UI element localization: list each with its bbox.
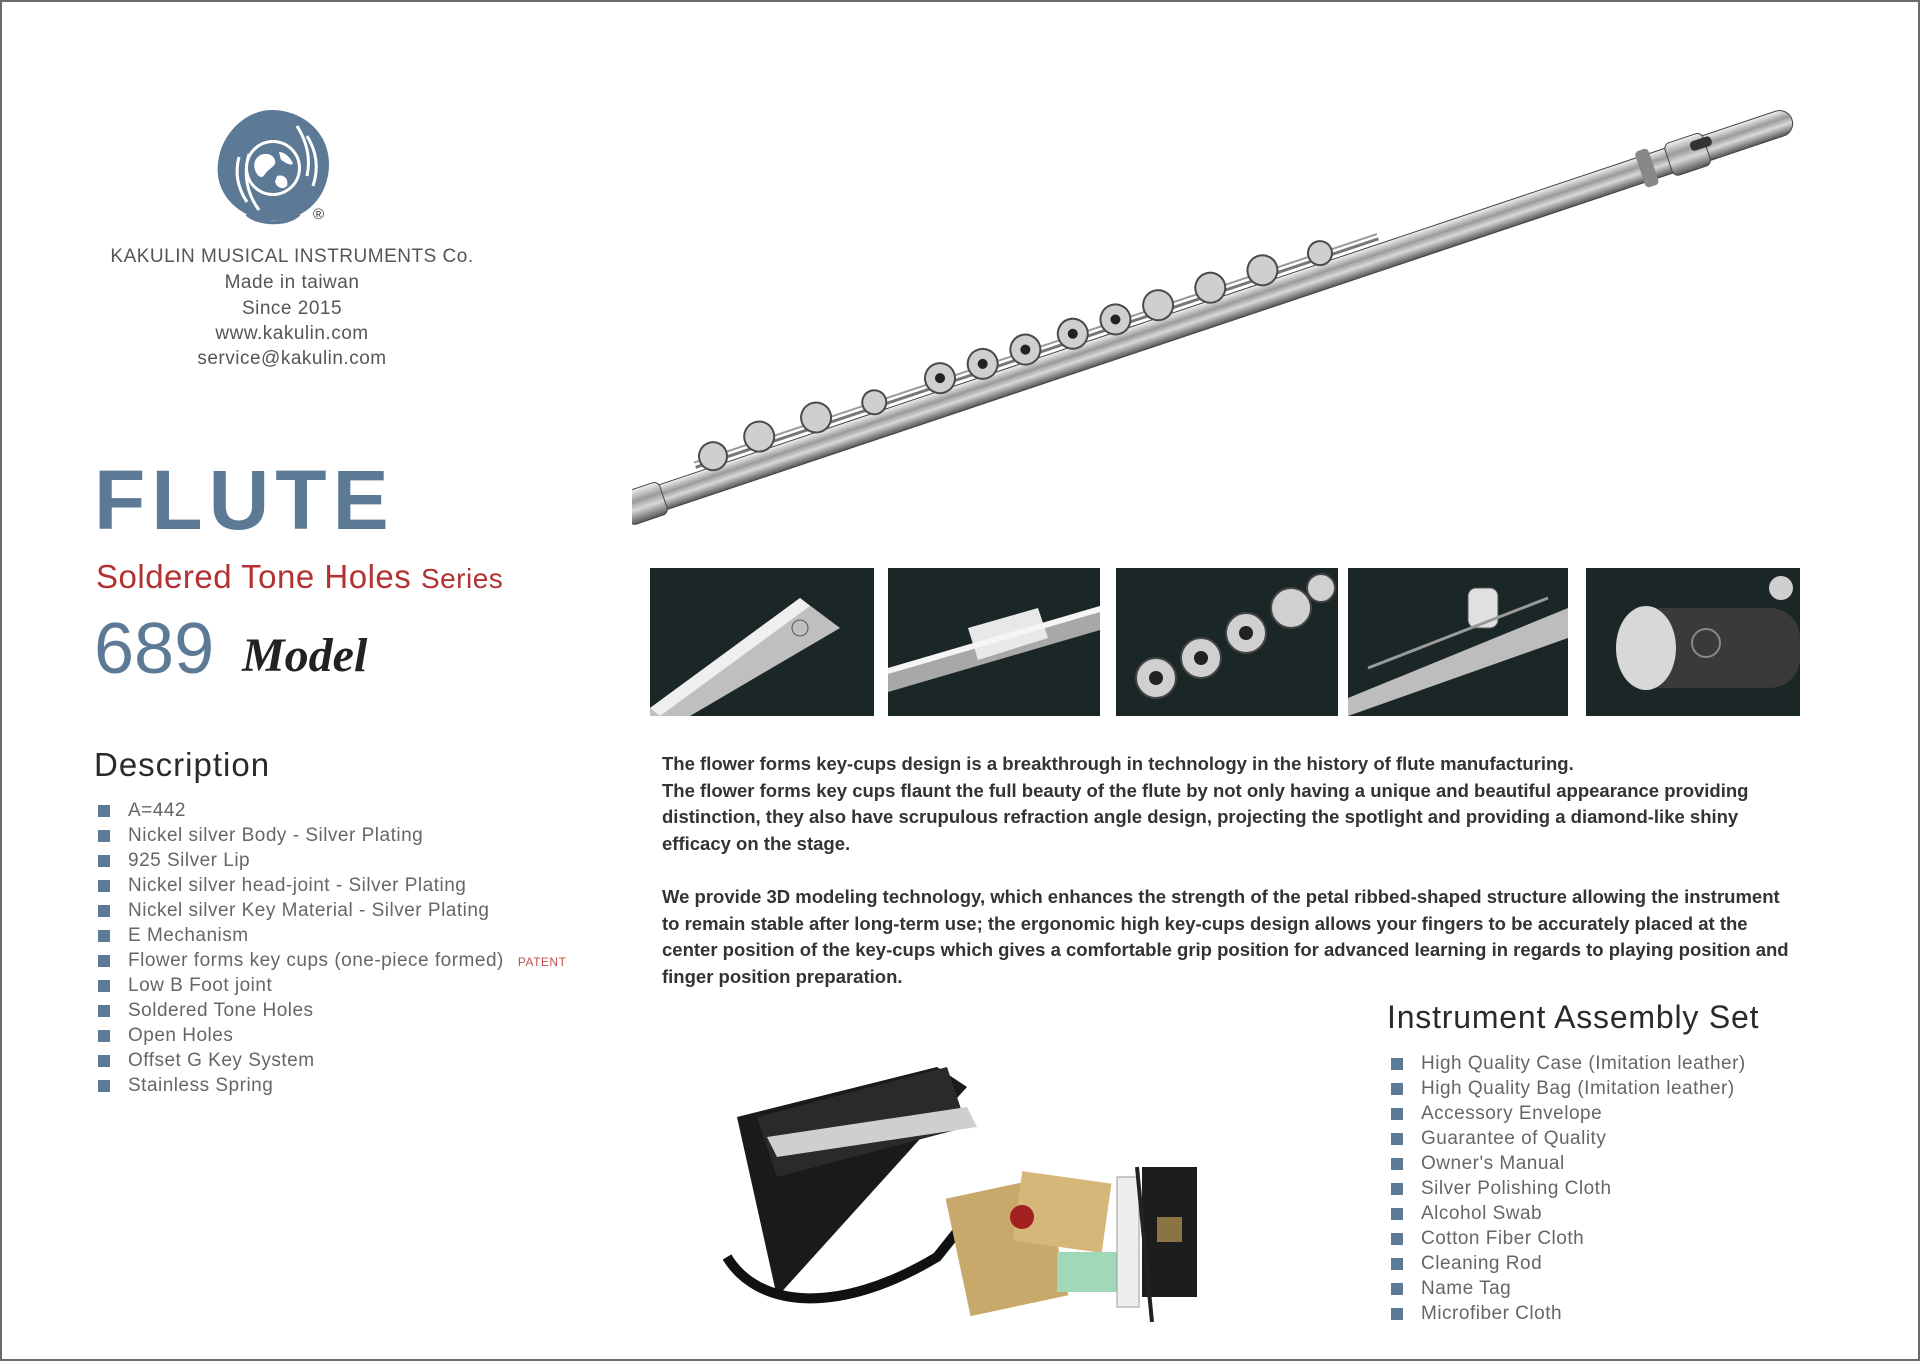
model-word: Model bbox=[242, 629, 368, 682]
bullet-square-icon bbox=[98, 955, 110, 967]
detail-photo-key-cups bbox=[1116, 568, 1338, 716]
list-item: Microfiber Cloth bbox=[1391, 1303, 1891, 1328]
bullet-square-icon bbox=[1391, 1158, 1403, 1170]
registered-mark: ® bbox=[313, 206, 325, 223]
detail-photo-lip-plate bbox=[1586, 568, 1800, 716]
detail-photo-mechanism bbox=[1348, 568, 1568, 716]
flute-hero-image bbox=[632, 87, 1812, 527]
bullet-square-icon bbox=[1391, 1133, 1403, 1145]
list-item: Silver Polishing Cloth bbox=[1391, 1178, 1891, 1203]
bullet-square-icon bbox=[98, 930, 110, 942]
list-item: Cleaning Rod bbox=[1391, 1253, 1891, 1278]
bullet-square-icon bbox=[98, 855, 110, 867]
list-item: Accessory Envelope bbox=[1391, 1103, 1891, 1128]
list-item: E Mechanism bbox=[98, 925, 638, 950]
series-suffix: Series bbox=[420, 563, 504, 594]
list-item: Cotton Fiber Cloth bbox=[1391, 1228, 1891, 1253]
list-item: Alcohol Swab bbox=[1391, 1203, 1891, 1228]
list-item: Guarantee of Quality bbox=[1391, 1128, 1891, 1153]
company-since: Since 2015 bbox=[241, 298, 343, 319]
assembly-list bbox=[1391, 1053, 1891, 1328]
bullet-square-icon bbox=[98, 980, 110, 992]
detail-photo-head-joint bbox=[888, 568, 1100, 716]
company-origin: Made in taiwan bbox=[224, 272, 360, 293]
bullet-square-icon bbox=[98, 805, 110, 817]
bullet-square-icon bbox=[1391, 1108, 1403, 1120]
list-item: Stainless Spring bbox=[98, 1075, 638, 1100]
flute-case-set-photo bbox=[717, 1007, 1217, 1322]
list-item: Soldered Tone Holes bbox=[98, 1000, 638, 1025]
bullet-square-icon bbox=[98, 905, 110, 917]
list-item: High Quality Case (Imitation leather) bbox=[1391, 1053, 1891, 1078]
bullet-square-icon bbox=[1391, 1208, 1403, 1220]
body-paragraph-1b: The flower forms key cups flaunt the full beauty of the flute by not only having a unique and beautiful appearance providing distinction, they also have scrupulous refraction angle design, projecting the spotlight and providing a diamond-like shiny efficacy on the stage. bbox=[662, 779, 1749, 854]
bullet-square-icon bbox=[1391, 1283, 1403, 1295]
assembly-heading: Instrument Assembly Set bbox=[1387, 999, 1760, 1035]
list-item: 925 Silver Lip bbox=[98, 850, 638, 875]
bullet-square-icon bbox=[1391, 1233, 1403, 1245]
list-item-text: Flower forms key cups (one-piece formed) bbox=[128, 950, 504, 971]
list-item: A=442 bbox=[98, 800, 638, 825]
list-item: Open Holes bbox=[98, 1025, 638, 1050]
bullet-square-icon bbox=[98, 880, 110, 892]
list-item: Owner's Manual bbox=[1391, 1153, 1891, 1178]
detail-photo-foot-joint bbox=[650, 568, 874, 716]
description-heading: Description bbox=[94, 746, 271, 783]
body-paragraph-1a: The flower forms key-cups design is a breakthrough in technology in the history of flute manufacturing. bbox=[662, 753, 1574, 774]
model-number: 689 bbox=[94, 609, 215, 689]
list-item: Nickel silver Body - Silver Plating bbox=[98, 825, 638, 850]
bullet-square-icon bbox=[1391, 1308, 1403, 1320]
description-list bbox=[98, 800, 638, 1100]
bullet-square-icon bbox=[98, 830, 110, 842]
list-item: Offset G Key System bbox=[98, 1050, 638, 1075]
bullet-square-icon bbox=[1391, 1058, 1403, 1070]
series-main: Soldered Tone Holes bbox=[96, 558, 412, 595]
bullet-square-icon bbox=[1391, 1258, 1403, 1270]
company-website[interactable]: www.kakulin.com bbox=[215, 323, 369, 344]
bullet-square-icon bbox=[1391, 1183, 1403, 1195]
list-item: Nickel silver Key Material - Silver Plating bbox=[98, 900, 638, 925]
series-label bbox=[96, 558, 503, 596]
list-item: High Quality Bag (Imitation leather) bbox=[1391, 1078, 1891, 1103]
bullet-square-icon bbox=[98, 1080, 110, 1092]
body-paragraph-2: We provide 3D modeling technology, which enhances the strength of the petal ribbed-shaped structure allowing the instrument to remain stable after long-term use; the ergonomic high key-cups design allows your fingers to be accurately placed at the center position of the key-cups which gives a comfortable grip position for advanced learning in regards to playing position and finger position preparation. bbox=[662, 886, 1789, 987]
company-email[interactable]: service@kakulin.com bbox=[197, 348, 387, 369]
bullet-square-icon bbox=[1391, 1083, 1403, 1095]
product-title: FLUTE bbox=[94, 453, 395, 547]
product-body-text bbox=[662, 751, 1802, 990]
list-item: Low B Foot joint bbox=[98, 975, 638, 1000]
bullet-square-icon bbox=[98, 1055, 110, 1067]
list-item: Name Tag bbox=[1391, 1278, 1891, 1303]
patent-badge: PATENT bbox=[517, 955, 567, 969]
list-item bbox=[98, 950, 638, 975]
list-item: Nickel silver head-joint - Silver Plating bbox=[98, 875, 638, 900]
bullet-square-icon bbox=[98, 1030, 110, 1042]
bullet-square-icon bbox=[98, 1005, 110, 1017]
company-name: KAKULIN MUSICAL INSTRUMENTS Co. bbox=[110, 246, 474, 267]
